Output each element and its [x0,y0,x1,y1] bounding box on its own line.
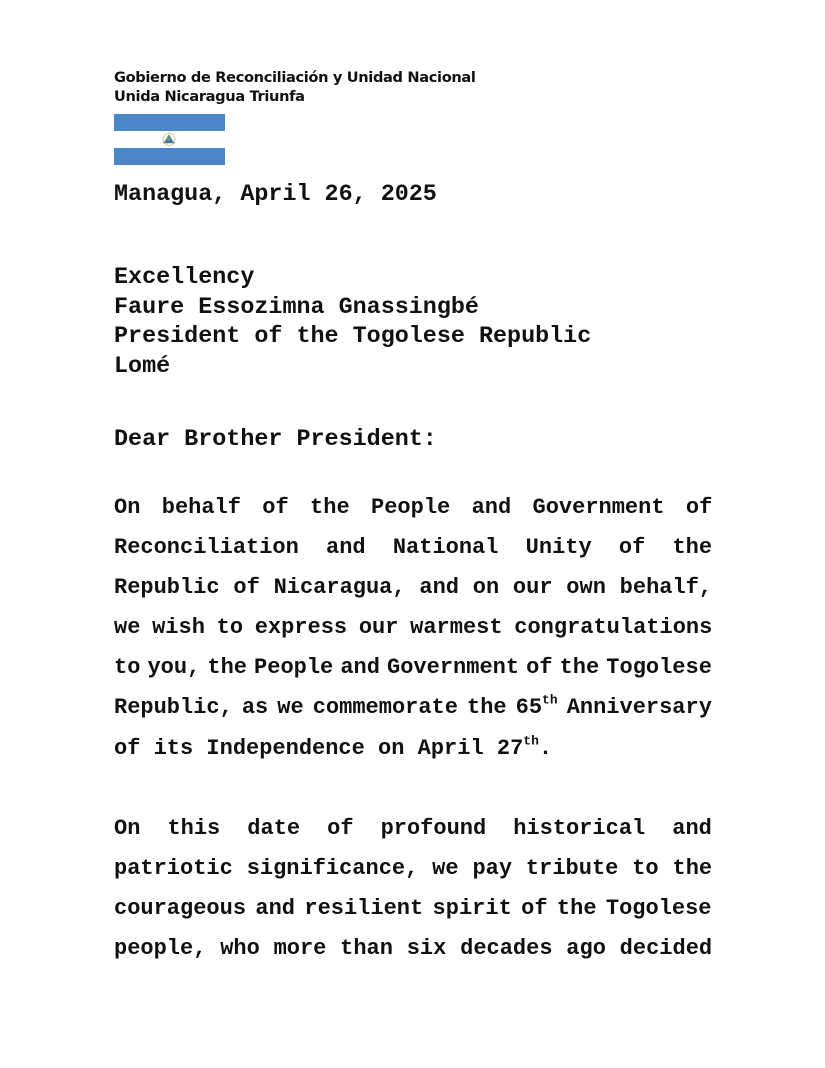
paragraph-line [114,688,712,728]
recipient-address [114,264,591,383]
coat-of-arms-icon [162,133,176,146]
paragraph-line: we wish to express our warmest congratulations [114,615,713,641]
recipient-city: Lomé [114,354,171,381]
ordinal-suffix: th [542,692,558,708]
ordinal-suffix: th [523,732,539,748]
nicaragua-flag-icon [114,114,225,165]
recipient-position: President of the Togolese Republic [114,324,592,351]
letterhead [114,68,476,106]
paragraph-line: people, who more than six decades ago decided [114,936,713,962]
letterhead-government-name: Gobierno de Reconciliación y Unidad Nacional [114,69,476,86]
line-text: of its Independence on April 27 [114,735,524,761]
greeting: Dear Brother President: [114,427,437,453]
paragraph-2 [114,809,712,969]
paragraph-line: courageous and resilient spirit of the Togolese [114,896,712,922]
paragraph-line [114,729,712,769]
line-text: Republic, as we commemorate the 65 [114,695,543,721]
paragraph-line: to you, the People and Government of the Togolese [114,655,712,681]
recipient-name: Faure Essozimna Gnassingbé [114,294,479,321]
paragraph-line: On this date of profound historical and [114,816,712,841]
paragraph-line: Reconciliation and National Unity of the [114,535,713,561]
paragraph-line: patriotic significance, we pay tribute to the [114,856,713,882]
letterhead-slogan: Unida Nicaragua Triunfa [114,88,305,105]
paragraph-line: Republic of Nicaragua, and on our own behalf, [114,575,713,601]
paragraph-1 [114,488,712,769]
flag-stripe-bottom [114,148,225,165]
flag-stripe-top [114,114,225,131]
flag-stripe-middle [114,131,225,148]
letter-date: Managua, April 26, 2025 [114,182,437,208]
paragraph-line: On behalf of the People and Government of [114,495,713,520]
line-text: . [538,735,553,761]
recipient-title: Excellency [114,265,255,291]
line-text: Anniversary [557,695,712,721]
